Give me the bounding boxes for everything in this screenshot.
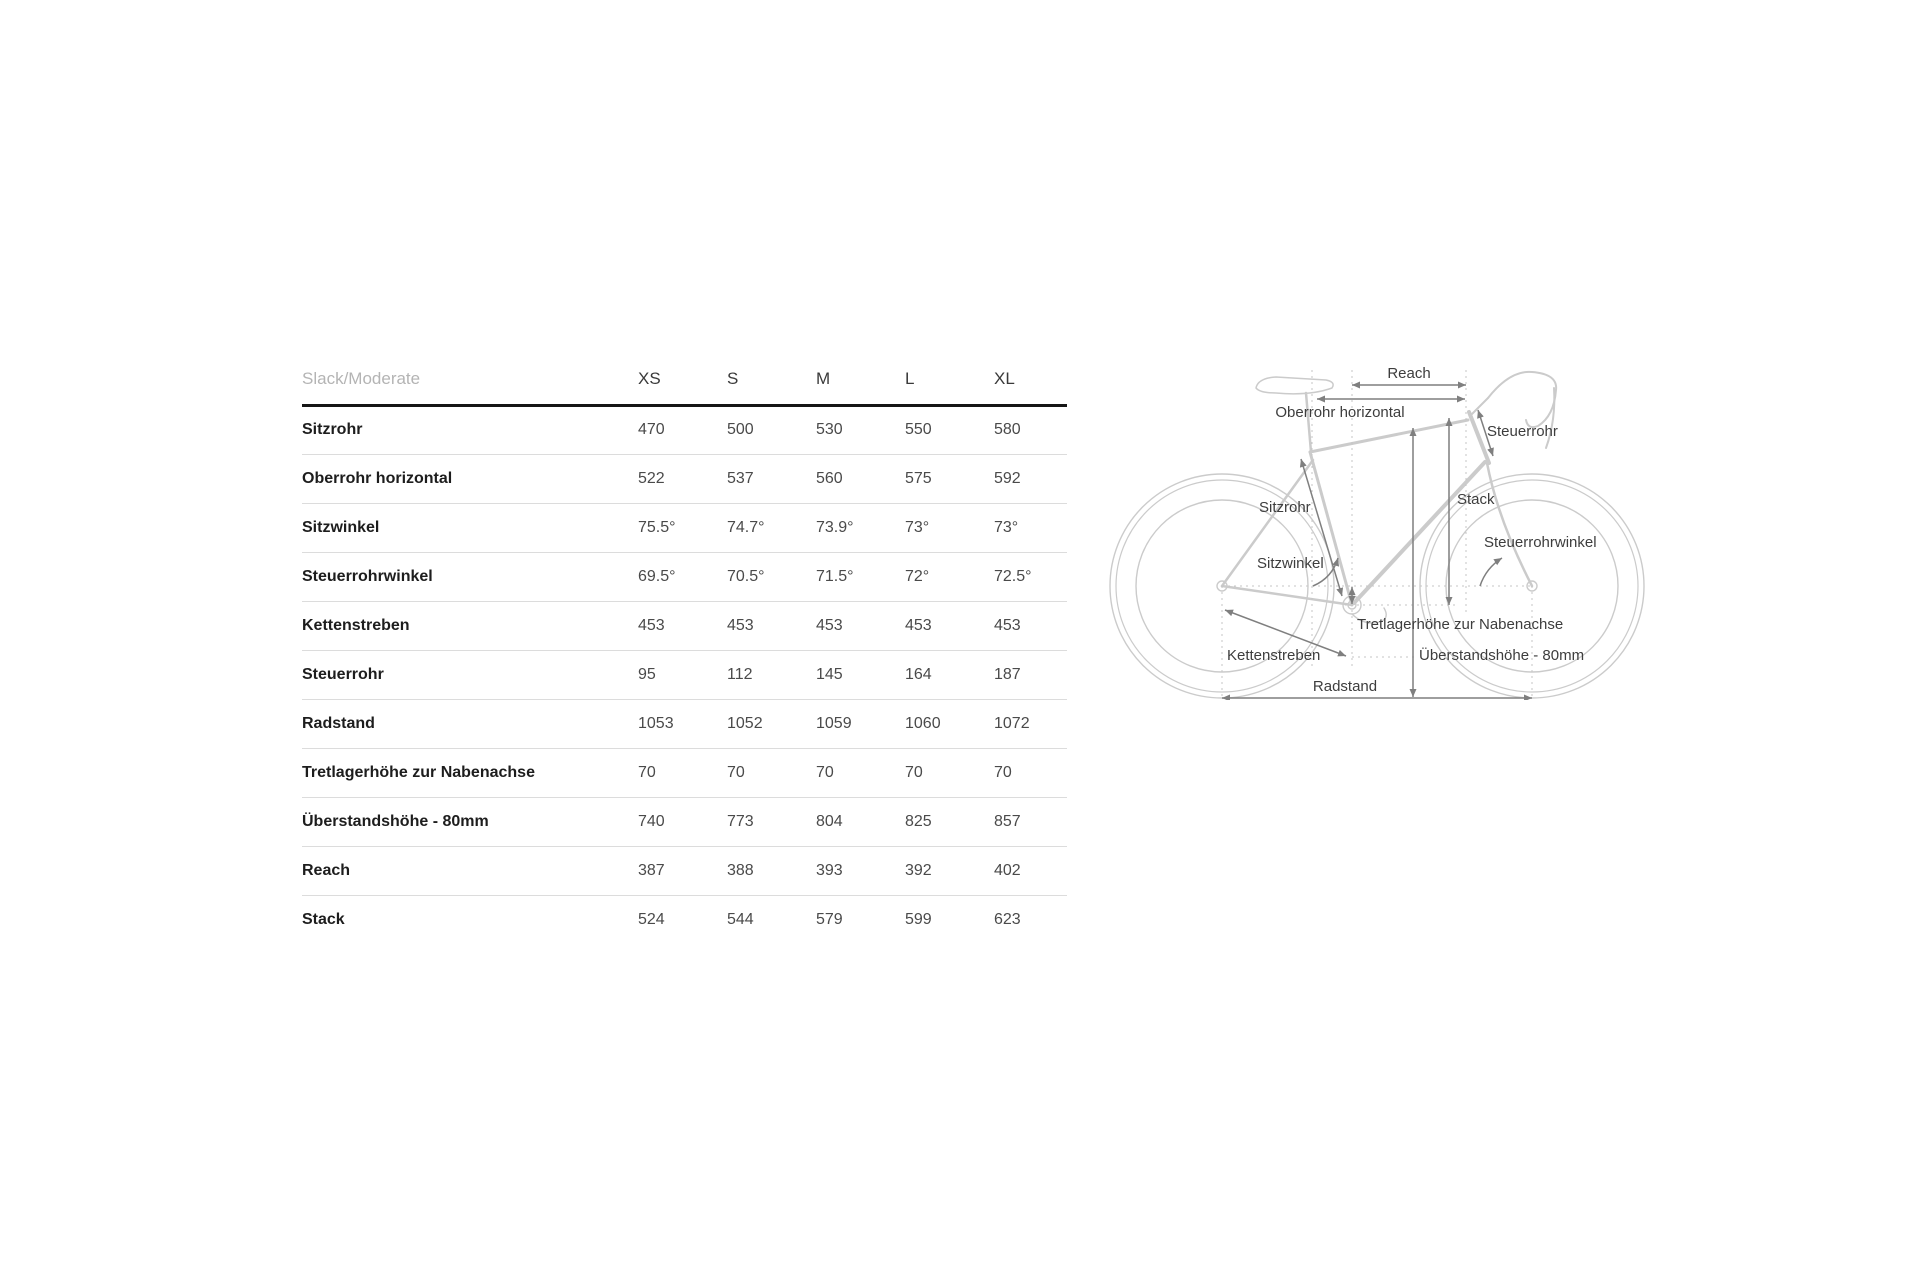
row-value: 73° (994, 518, 1019, 536)
row-value: 550 (905, 421, 932, 438)
row-value: 453 (727, 616, 754, 634)
row-value: 580 (994, 421, 1021, 438)
row-value: 164 (905, 665, 932, 683)
tretlagerhoehe-label: Tretlagerhöhe zur Nabenachse (1357, 616, 1564, 633)
row-value: 623 (994, 910, 1021, 928)
row-value: 524 (638, 910, 665, 928)
table-row (302, 650, 1067, 699)
row-value: 187 (994, 665, 1021, 683)
steuerrohrwinkel-angle-arrow (1480, 558, 1502, 586)
kettenstreben-label: Kettenstreben (1227, 647, 1321, 664)
row-value: 773 (727, 812, 754, 830)
table-row (302, 846, 1067, 895)
radstand-label: Radstand (1312, 678, 1378, 695)
table-row (302, 748, 1067, 797)
table-row (302, 454, 1067, 503)
row-value: 453 (994, 616, 1021, 634)
row-value: 75.5° (638, 518, 676, 536)
saddle (1256, 377, 1333, 394)
row-value: 560 (816, 469, 843, 487)
row-value: 825 (905, 812, 932, 830)
row-label: Oberrohr horizontal (302, 469, 453, 487)
row-value: 72° (905, 567, 930, 585)
table-row (302, 601, 1067, 650)
row-value: 470 (638, 421, 665, 438)
row-value: 387 (638, 861, 665, 879)
row-value: 453 (905, 616, 932, 634)
row-value: 537 (727, 469, 754, 487)
table-row (302, 503, 1067, 552)
row-label: Sitzwinkel (302, 518, 380, 536)
column-header-l: L (905, 369, 915, 389)
table-row (302, 797, 1067, 846)
reach-label: Reach (1387, 365, 1431, 382)
row-value: 70 (727, 763, 745, 781)
row-value: 112 (727, 665, 753, 683)
table-row (302, 405, 1067, 454)
row-value: 1060 (905, 714, 941, 732)
row-value: 500 (727, 421, 754, 438)
row-value: 72.5° (994, 567, 1032, 585)
row-value: 74.7° (727, 518, 765, 536)
row-label: Überstandshöhe - 80mm (302, 812, 489, 830)
stack-label: Stack (1457, 491, 1495, 508)
column-header-xl: XL (994, 369, 1015, 389)
row-value: 70 (905, 763, 923, 781)
row-value: 73.9° (816, 518, 854, 536)
row-value: 579 (816, 910, 843, 928)
row-value: 804 (816, 812, 843, 830)
row-value: 388 (727, 861, 754, 879)
row-value: 544 (727, 910, 754, 928)
row-label: Tretlagerhöhe zur Nabenachse (302, 763, 535, 781)
row-label: Stack (302, 910, 345, 928)
row-label: Sitzrohr (302, 421, 363, 438)
row-value: 145 (816, 665, 843, 683)
row-value: 522 (638, 469, 665, 487)
row-value: 857 (994, 812, 1021, 830)
table-row (302, 552, 1067, 601)
row-label: Steuerrohr (302, 665, 384, 683)
row-value: 71.5° (816, 567, 854, 585)
row-value: 70 (994, 763, 1012, 781)
row-label: Kettenstreben (302, 616, 410, 634)
row-value: 740 (638, 812, 665, 830)
sitzwinkel-label: Sitzwinkel (1257, 555, 1324, 572)
geometry-table-body (302, 405, 1067, 944)
column-header-xs: XS (638, 369, 661, 389)
row-label: Radstand (302, 714, 375, 732)
row-value: 453 (816, 616, 843, 634)
row-label: Steuerrohrwinkel (302, 567, 433, 585)
row-value: 599 (905, 910, 932, 928)
row-value: 402 (994, 861, 1021, 879)
ueberstandshoehe-label: Überstandshöhe - 80mm (1419, 647, 1585, 664)
row-value: 1052 (727, 714, 763, 732)
steuerrohr-label: Steuerrohr (1487, 423, 1558, 440)
row-value: 73° (905, 518, 930, 536)
row-value: 592 (994, 469, 1021, 487)
row-value: 70.5° (727, 567, 765, 585)
row-value: 1053 (638, 714, 674, 732)
row-value: 575 (905, 469, 932, 487)
geometry-table (302, 355, 1067, 944)
row-value: 453 (638, 616, 665, 634)
column-header-m: M (816, 369, 831, 389)
oberrohr-label: Oberrohr horizontal (1275, 404, 1405, 421)
header-row (302, 355, 1067, 405)
steuerrohrwinkel-label: Steuerrohrwinkel (1484, 534, 1597, 551)
table-row (302, 699, 1067, 748)
row-value: 70 (816, 763, 834, 781)
table-title: Slack/Moderate (302, 369, 421, 389)
dimension-labels (1227, 365, 1597, 695)
column-header-s: S (727, 369, 739, 389)
row-value: 69.5° (638, 567, 676, 585)
row-value: 392 (905, 861, 932, 879)
table-row (302, 895, 1067, 944)
sitzrohr-label: Sitzrohr (1259, 499, 1311, 516)
row-label: Reach (302, 861, 351, 879)
geometry-table-header (302, 355, 1067, 405)
row-value: 70 (638, 763, 656, 781)
row-value: 1072 (994, 714, 1030, 732)
row-value: 393 (816, 861, 843, 879)
row-value: 1059 (816, 714, 852, 732)
row-value: 530 (816, 421, 843, 438)
bike-geometry-diagram (1080, 330, 1680, 700)
row-value: 95 (638, 665, 656, 683)
